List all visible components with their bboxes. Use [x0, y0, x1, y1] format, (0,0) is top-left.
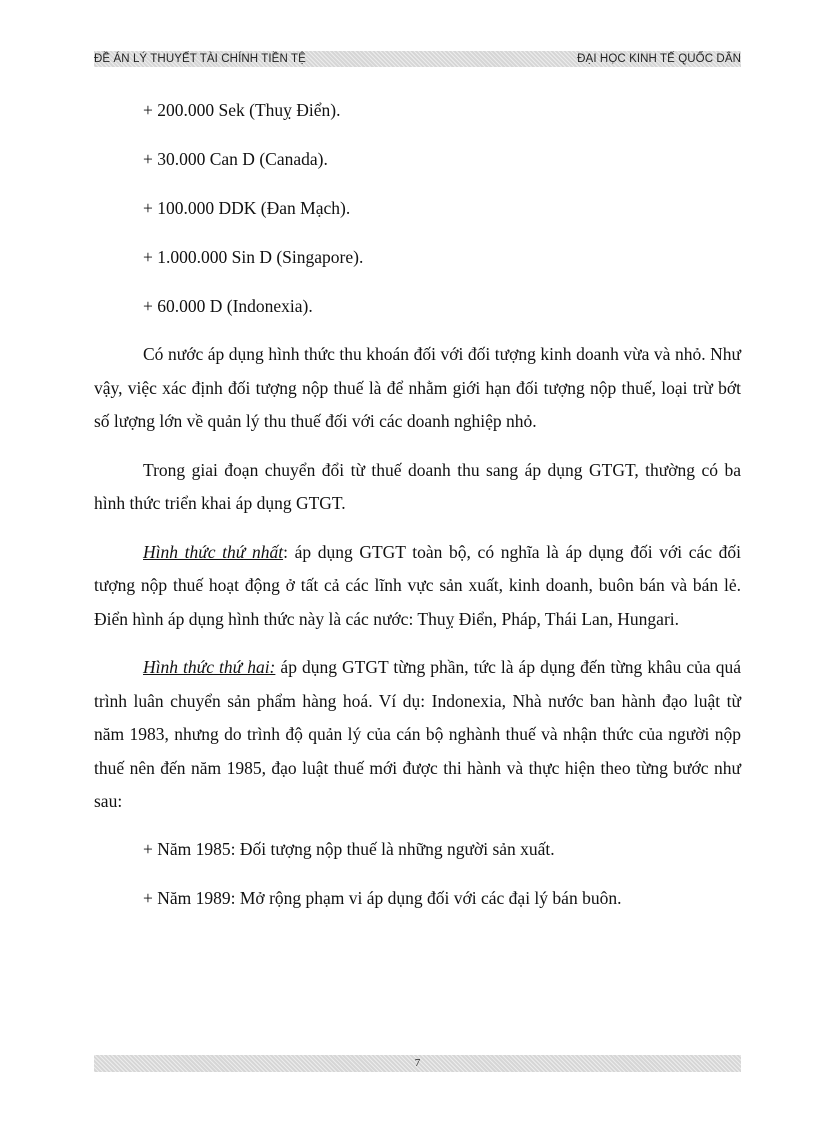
paragraph-lump-sum-tax: Có nước áp dụng hình thức thu khoán đối với đối tượng kinh doanh vừa và nhỏ. Như vậy, việc xác định đối tượng nộp thuế là để nhằm giới hạn đối tượng nộp thuế, loại trừ bớt số lượng lớn về quản lý thu thuế đối với các doanh nghiệp nhỏ. [94, 344, 741, 431]
second-form-text: áp dụng GTGT từng phần, tức là áp dụng đến từng khâu của quá trình luân chuyển sản phẩm hàng hoá. Ví dụ: Indonexia, Nhà nước ban hành đạo luật từ năm 1983, nhưng do trình độ quản lý của cán bộ nghành thuế và nhận thức của người nộp thuế nên đến năm 1985, đạo luật thuế mới được thi hành và thực hiện theo từng bước như sau: [94, 657, 741, 811]
list-item-currency-cad: + 30.000 Can D (Canada). [143, 149, 328, 169]
list-item-year-1985: + Năm 1985: Đối tượng nộp thuế là những người sản xuất. [143, 838, 555, 859]
list-item-year-1989: + Năm 1989: Mở rộng phạm vi áp dụng đối với các đại lý bán buôn. [143, 887, 622, 908]
page-number: 7 [414, 1057, 421, 1069]
list-item-currency-idr: + 60.000 D (Indonexia). [143, 296, 313, 316]
document-body [94, 97, 741, 934]
second-form-label: Hình thức thứ hai: [143, 657, 276, 677]
header-title-right: ĐẠI HỌC KINH TẾ QUỐC DÂN [577, 53, 741, 65]
paragraph-second-form [94, 651, 741, 819]
page-header [94, 51, 741, 67]
page-footer [94, 1055, 741, 1072]
first-form-text: : áp dụng GTGT toàn bộ, có nghĩa là áp dụng đối với các đối tượng nộp thuế hoạt động ở tất cả các lĩnh vực sản xuất, kinh doanh, buôn bán và bán lẻ. Điển hình áp dụng hình thức này là các nước: Thuỵ Điển, Pháp, Thái Lan, Hungari. [94, 541, 741, 629]
paragraph-first-form [94, 536, 741, 637]
list-item-currency-ddk: + 100.000 DDK (Đan Mạch). [143, 198, 351, 218]
first-form-label: Hình thức thứ nhất [143, 541, 284, 562]
list-item-currency-sgd: + 1.000.000 Sin D (Singapore). [143, 247, 364, 267]
list-item-currency-sek: + 200.000 Sek (Thuỵ Điển). [143, 100, 341, 120]
header-title-left: ĐỀ ÁN LÝ THUYẾT TÀI CHÍNH TIỀN TỆ [94, 53, 306, 65]
paragraph-vat-transition: Trong giai đoạn chuyển đổi từ thuế doanh thu sang áp dụng GTGT, thường có ba hình thức triển khai áp dụng GTGT. [94, 459, 741, 513]
